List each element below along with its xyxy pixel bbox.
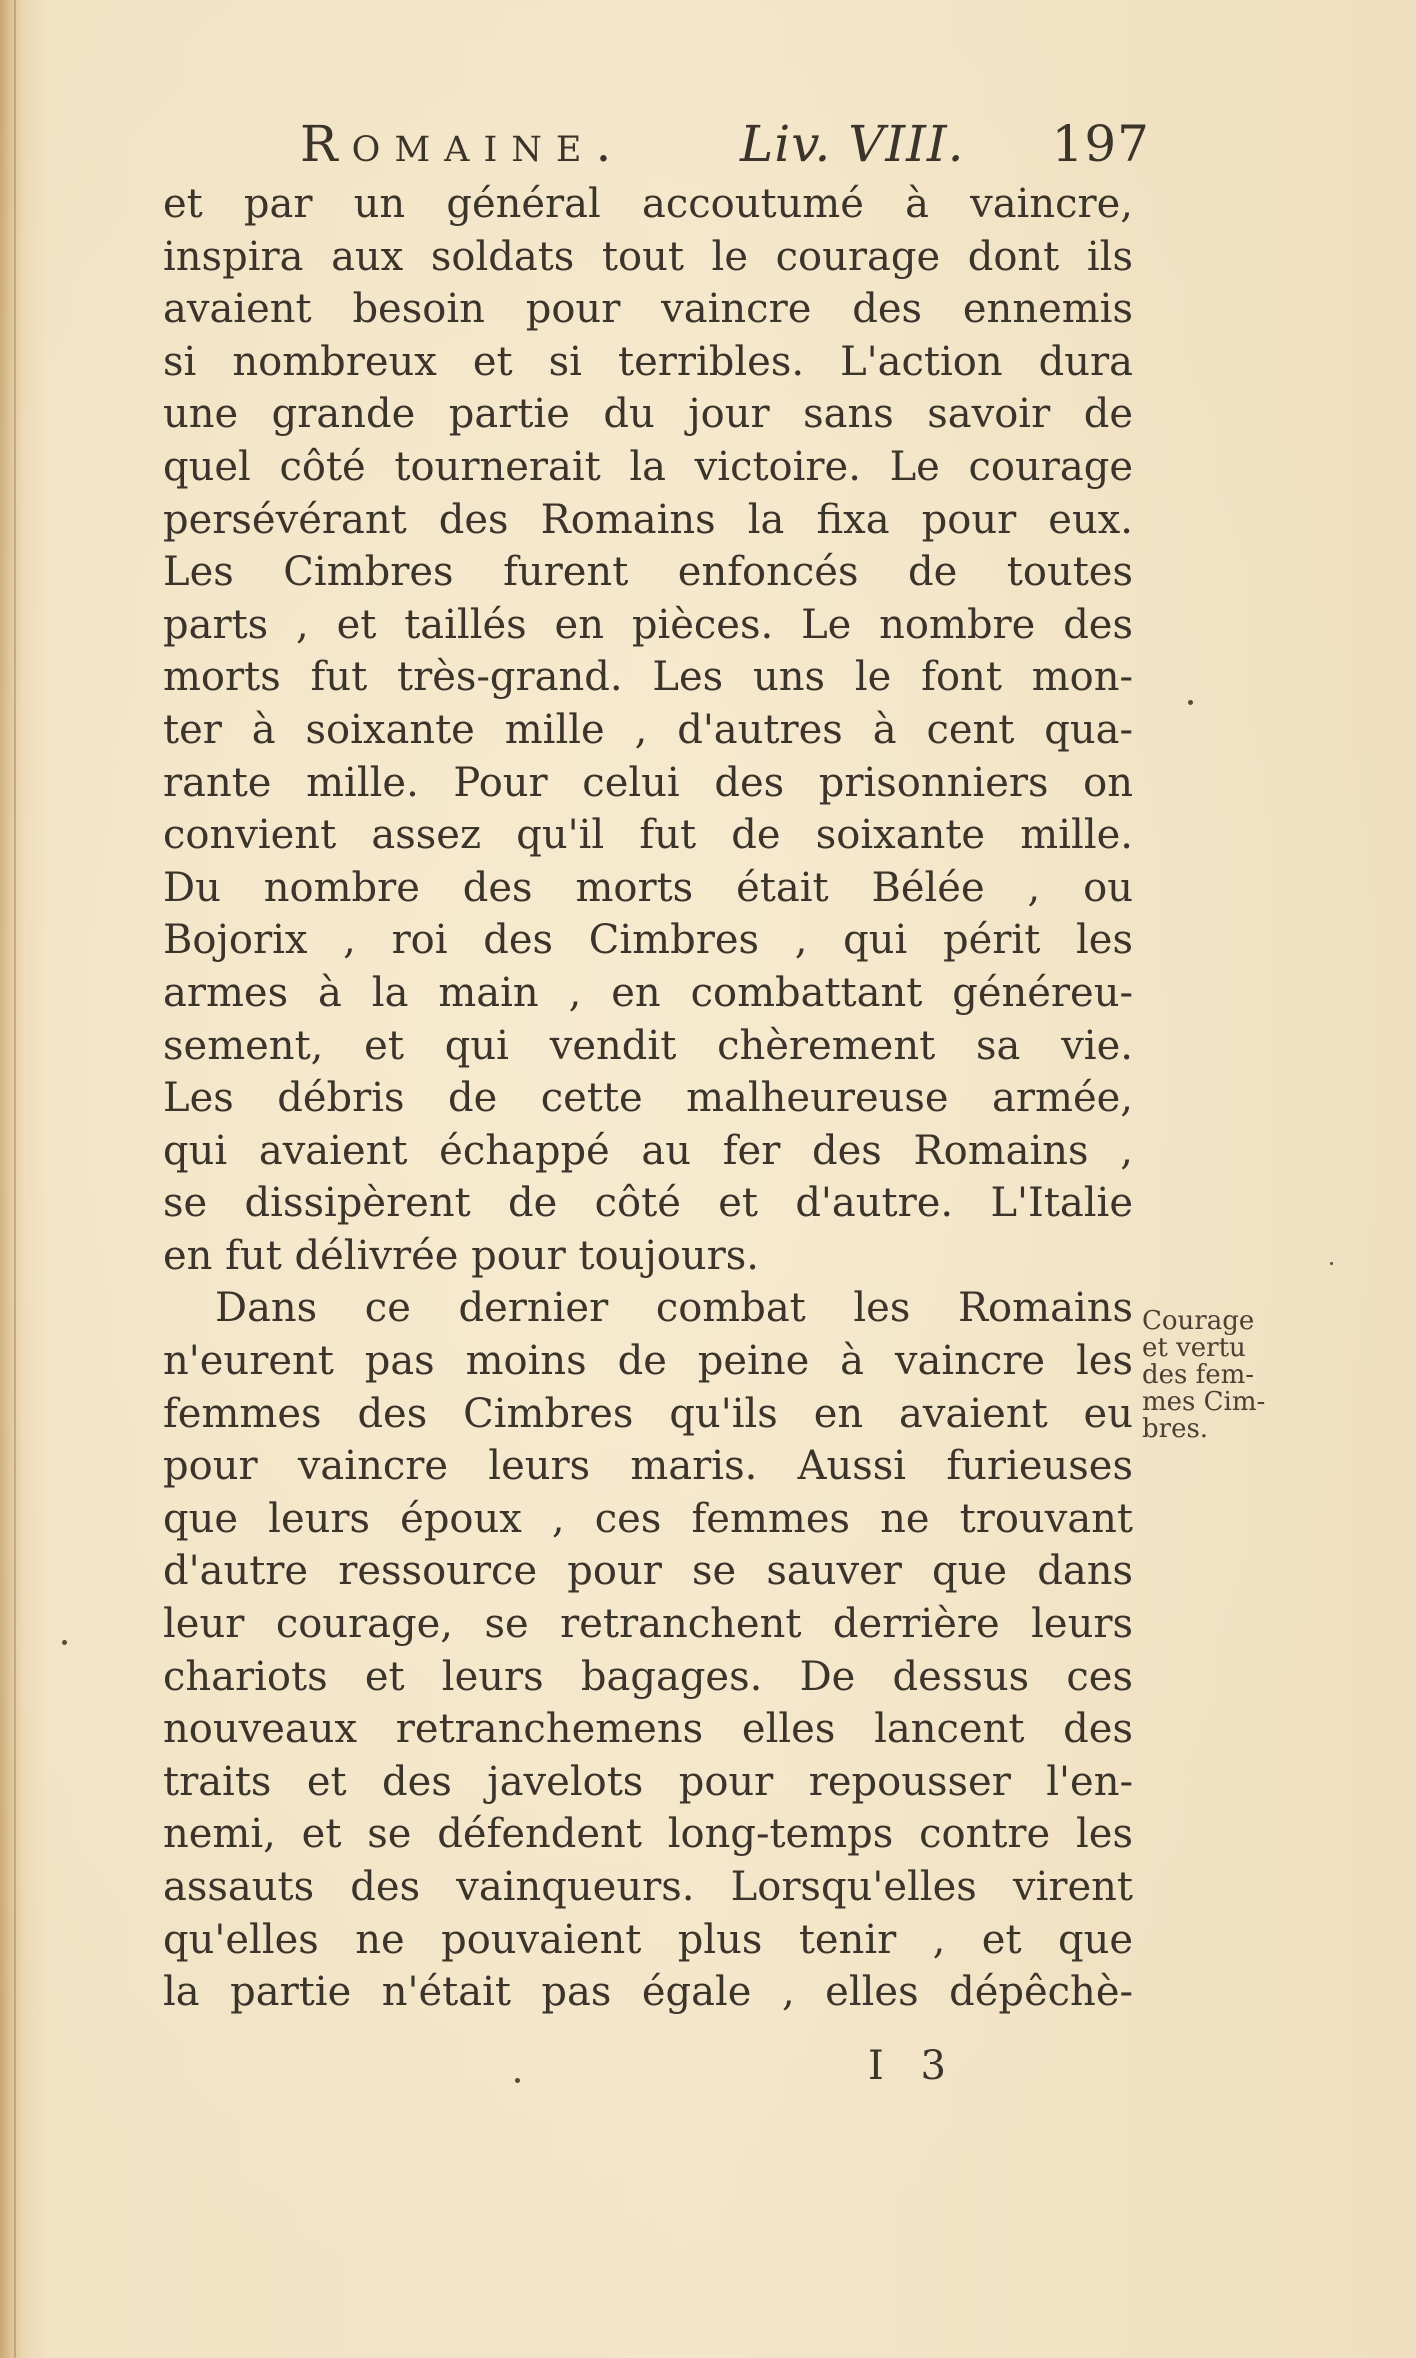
text-line: nouveaux retranchemens elles lancent des bbox=[163, 1706, 1133, 1753]
text-line: Les débris de cette malheureuse armée, bbox=[163, 1075, 1133, 1122]
text-line: Du nombre des morts était Bélée , ou bbox=[163, 864, 1133, 911]
margin-note bbox=[1142, 1308, 1342, 1443]
text-line: armes à la main , en combattant généreu- bbox=[163, 969, 1133, 1016]
margin-note-line: mes Cim- bbox=[1142, 1387, 1266, 1417]
text-line: sement, et qui vendit chèrement sa vie. bbox=[163, 1022, 1133, 1069]
text-line: n'eurent pas moins de peine à vaincre les bbox=[163, 1338, 1133, 1385]
text-line: femmes des Cimbres qu'ils en avaient eu bbox=[163, 1390, 1133, 1437]
paragraph-start-line: Dans ce dernier combat les Romains bbox=[215, 1285, 1133, 1332]
text-line: en fut délivrée pour toujours. bbox=[163, 1232, 759, 1279]
margin-note-line: et vertu bbox=[1142, 1333, 1246, 1363]
text-line: nemi, et se défendent long-temps contre les bbox=[163, 1811, 1133, 1858]
text-line: assauts des vainqueurs. Lorsqu'elles virent bbox=[163, 1864, 1133, 1910]
text-line: Les Cimbres furent enfoncés de toutes bbox=[163, 549, 1133, 596]
text-line: convient assez qu'il fut de soixante mille. bbox=[163, 812, 1133, 859]
text-line: pour vaincre leurs maris. Aussi furieuses bbox=[163, 1443, 1133, 1490]
text-line: d'autre ressource pour se sauver que dans bbox=[163, 1548, 1133, 1595]
body-text bbox=[163, 178, 1133, 2019]
ink-speck bbox=[62, 1640, 67, 1645]
ink-speck bbox=[515, 2078, 520, 2083]
binding-gutter bbox=[14, 0, 16, 2358]
text-line: une grande partie du jour sans savoir de bbox=[163, 391, 1133, 438]
text-line: se dissipèrent de côté et d'autre. L'Italie bbox=[163, 1180, 1133, 1227]
text-line: Bojorix , roi des Cimbres , qui périt les bbox=[163, 917, 1133, 964]
text-line: avaient besoin pour vaincre des ennemis bbox=[163, 286, 1133, 333]
page-number: 197 bbox=[1051, 115, 1150, 173]
text-line: traits et des javelots pour repousser l'en- bbox=[163, 1758, 1133, 1805]
running-head bbox=[300, 112, 1150, 176]
text-line: persévérant des Romains la fixa pour eux. bbox=[163, 496, 1133, 543]
margin-note-line: des fem- bbox=[1142, 1360, 1255, 1390]
text-line: et par un général accoutumé à vaincre, bbox=[163, 181, 1133, 227]
text-line: quel côté tournerait la victoire. Le courage bbox=[163, 443, 1133, 490]
text-line: que leurs époux , ces femmes ne trouvant bbox=[163, 1495, 1133, 1542]
ink-speck bbox=[1188, 700, 1193, 705]
text-line: si nombreux et si terribles. L'action dura bbox=[163, 338, 1133, 385]
text-line: morts fut très-grand. Les uns le font mon- bbox=[163, 654, 1133, 701]
running-head-book: Liv. VIII. bbox=[740, 115, 965, 173]
ink-speck bbox=[1330, 1262, 1333, 1265]
text-line: inspira aux soldats tout le courage dont ils bbox=[163, 233, 1133, 280]
text-line: qu'elles ne pouvaient plus tenir , et que bbox=[163, 1916, 1133, 1963]
signature-mark: I 3 bbox=[868, 2043, 958, 2089]
running-head-title: Romaine. bbox=[300, 115, 626, 173]
text-line: parts , et taillés en pièces. Le nombre des bbox=[163, 601, 1133, 648]
text-line: qui avaient échappé au fer des Romains , bbox=[163, 1127, 1133, 1174]
margin-note-line: bres. bbox=[1142, 1414, 1209, 1444]
text-line: rante mille. Pour celui des prisonniers on bbox=[163, 759, 1133, 806]
text-line: chariots et leurs bagages. De dessus ces bbox=[163, 1653, 1133, 1700]
margin-note-line: Courage bbox=[1142, 1306, 1255, 1336]
text-line: leur courage, se retranchent derrière leurs bbox=[163, 1601, 1133, 1648]
text-line: la partie n'était pas égale , elles dépêchè- bbox=[163, 1969, 1133, 2016]
text-line: ter à soixante mille , d'autres à cent qua- bbox=[163, 706, 1133, 753]
